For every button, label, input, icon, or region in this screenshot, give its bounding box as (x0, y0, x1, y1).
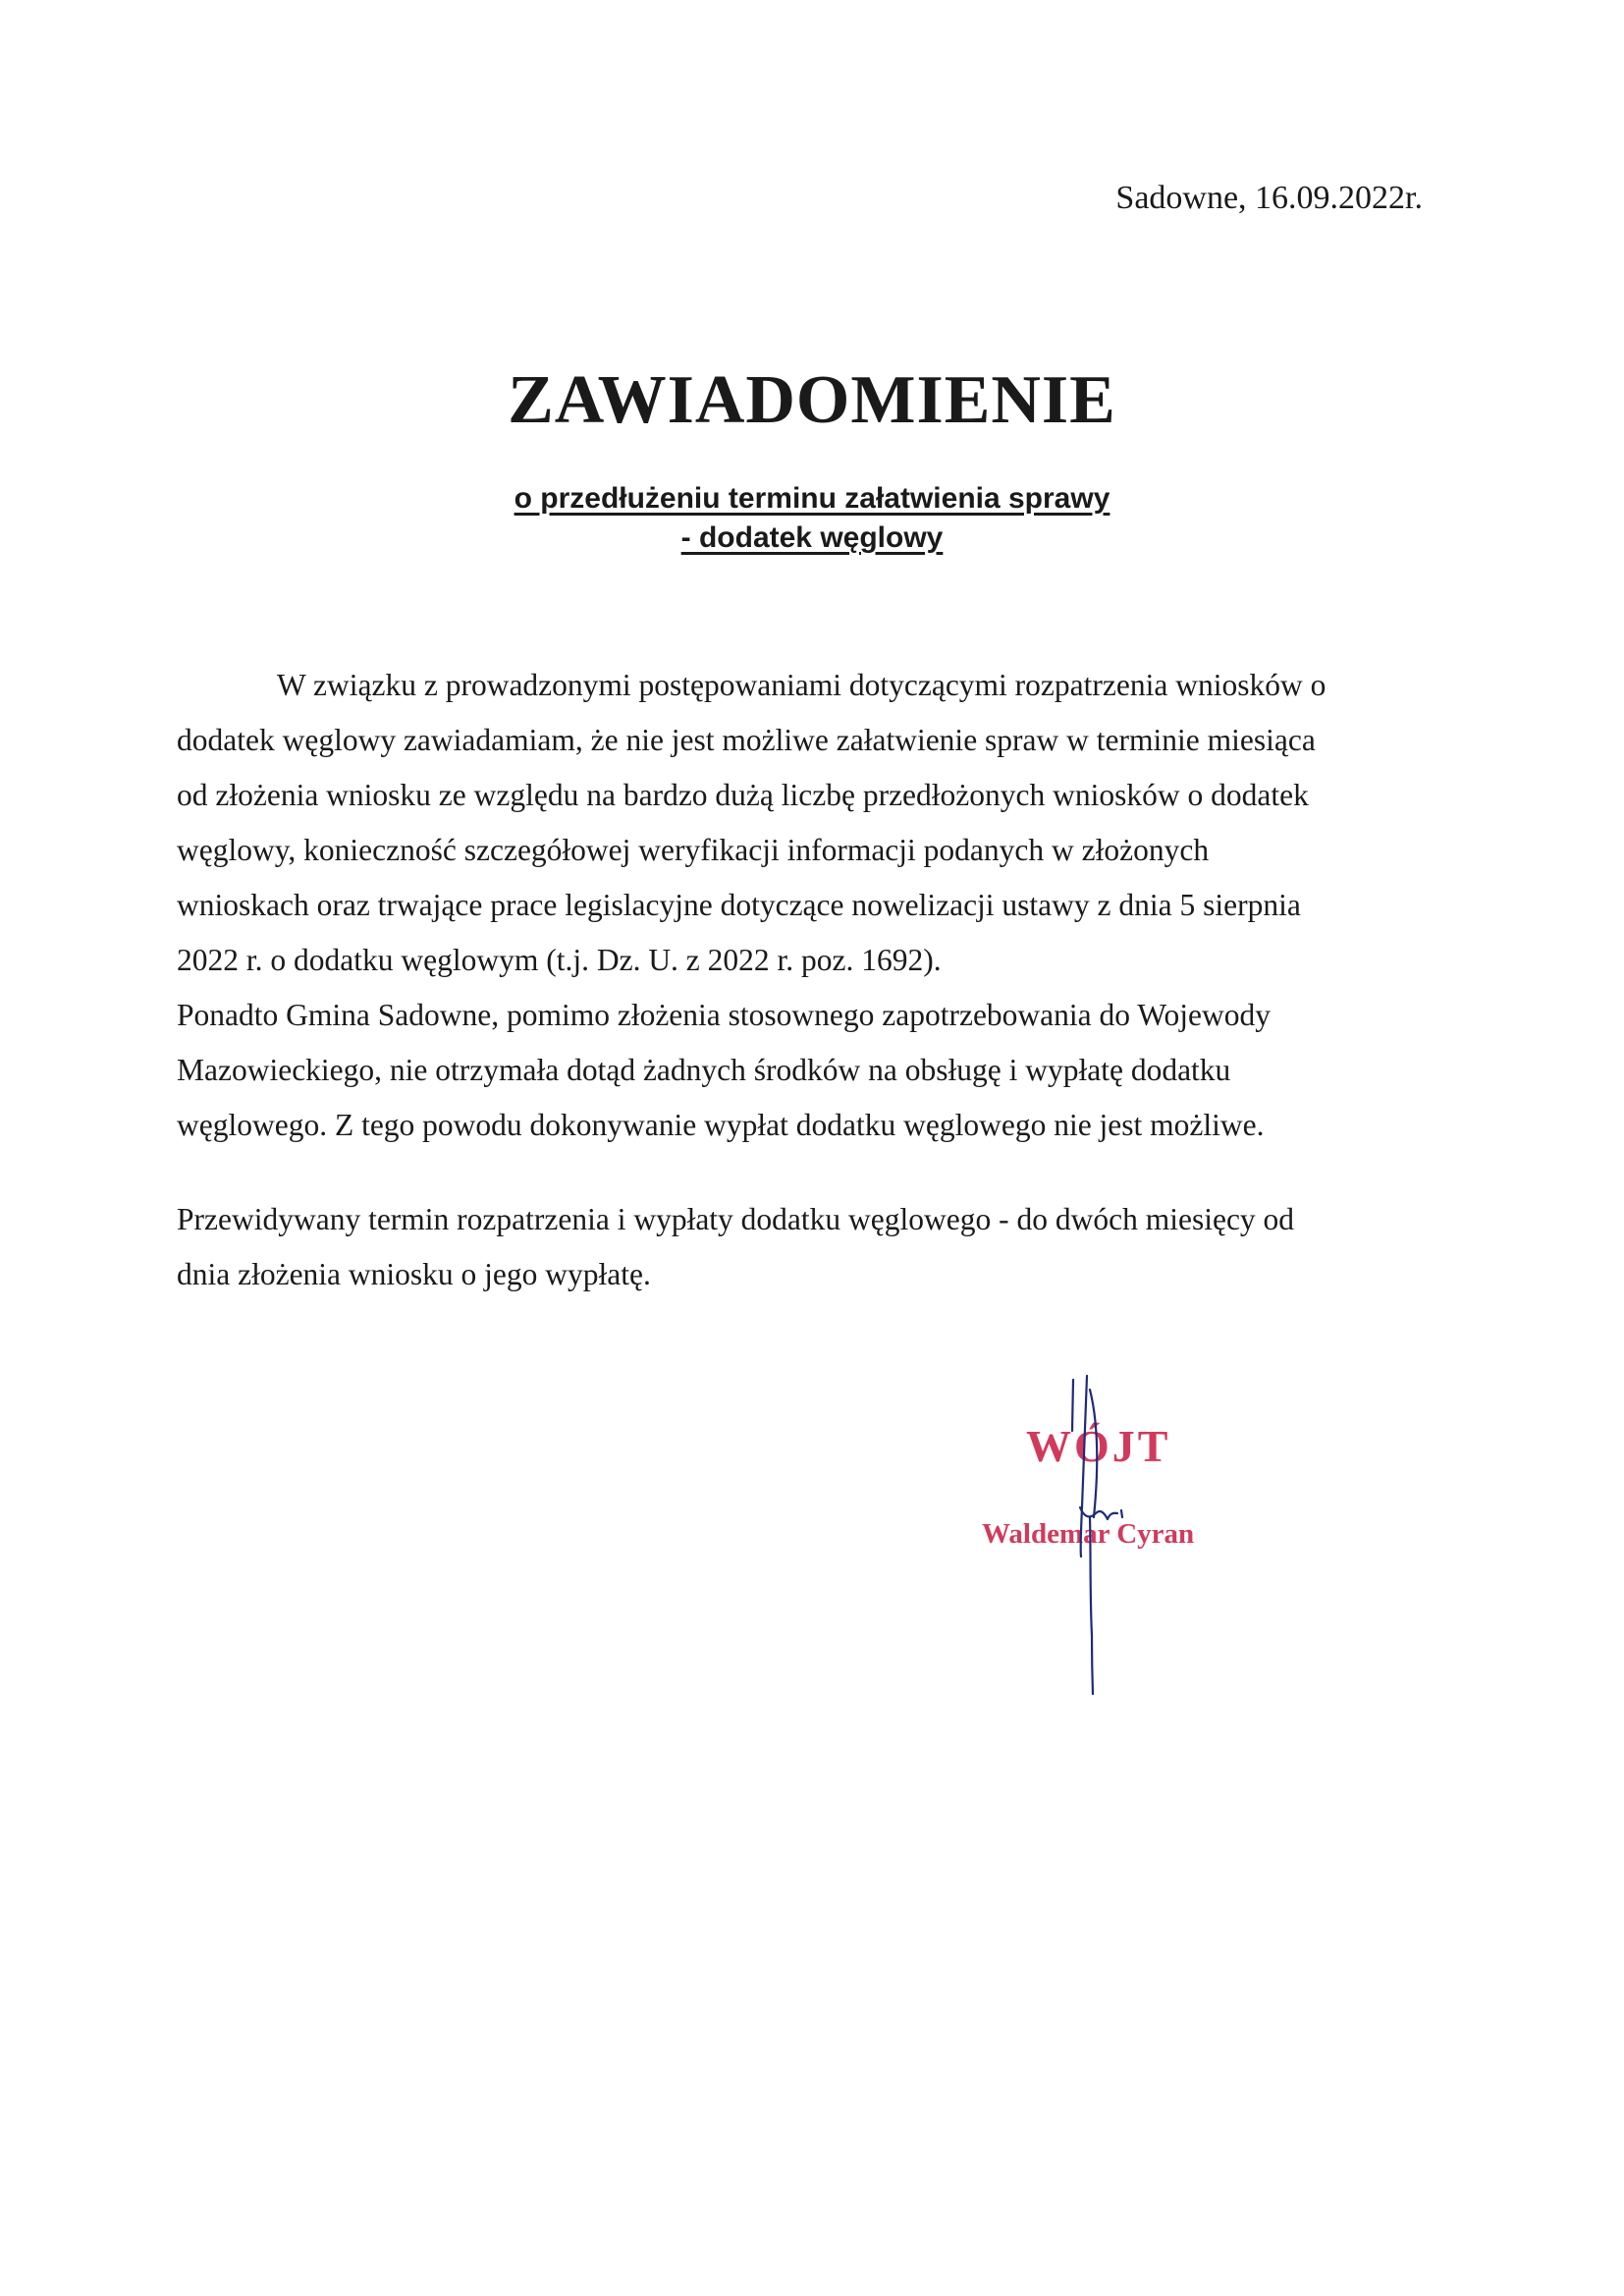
document-subtitle-line-1: o przedłużeniu terminu załatwienia sprawy (514, 482, 1110, 515)
body-line-4: węglowy, konieczność szczegółowej weryfikacji informacji podanych w złożonych (177, 833, 1210, 867)
signature-stroke-1 (1072, 1380, 1073, 1431)
body-line-10: Przewidywany termin rozpatrzenia i wypłaty dodatku węglowego - do dwóch miesięcy od (177, 1202, 1295, 1236)
body-line-1: W związku z prowadzonymi postępowaniami dotyczącymi rozpatrzenia wniosków o (277, 668, 1326, 702)
body-line-3: od złożenia wniosku ze względu na bardzo dużą liczbę przedłożonych wniosków o dodatek (177, 778, 1309, 812)
document-subtitle-line-2: - dodatek węglowy (680, 521, 944, 554)
signature-stroke-2 (1081, 1376, 1087, 1557)
body-line-6: 2022 r. o dodatku węglowym (t.j. Dz. U. z 2022 r. poz. 1692). (177, 943, 942, 977)
signature-stroke-5 (1121, 1510, 1122, 1517)
document-date: Sadowne, 16.09.2022r. (1115, 180, 1423, 216)
body-line-11: dnia złożenia wniosku o jego wypłatę. (177, 1257, 651, 1291)
stamp-name: Waldemar Cyran (982, 1518, 1195, 1550)
stamp-title: WÓJT (1026, 1421, 1171, 1471)
document-title: ZAWIADOMIENIE (508, 362, 1116, 438)
signature-stroke-4 (1080, 1507, 1117, 1519)
signature-stroke-3 (1090, 1390, 1097, 1517)
body-line-7: Ponadto Gmina Sadowne, pomimo złożenia stosownego zapotrzebowania do Wojewody (177, 998, 1272, 1032)
body-line-9: węglowego. Z tego powodu dokonywanie wypłat dodatku węglowego nie jest możliwe. (177, 1108, 1265, 1142)
body-line-8: Mazowieckiego, nie otrzymała dotąd żadnych środków na obsługę i wypłatę dodatku (177, 1053, 1231, 1087)
handwritten-signature (972, 1370, 1267, 1714)
body-line-2: dodatek węglowy zawiadamiam, że nie jest możliwe załatwienie spraw w terminie miesiąca (177, 723, 1316, 757)
signature-stroke-6 (1090, 1517, 1093, 1694)
body-line-5: wnioskach oraz trwające prace legislacyjne dotyczące nowelizacji ustawy z dnia 5 sierpnia (177, 888, 1301, 922)
